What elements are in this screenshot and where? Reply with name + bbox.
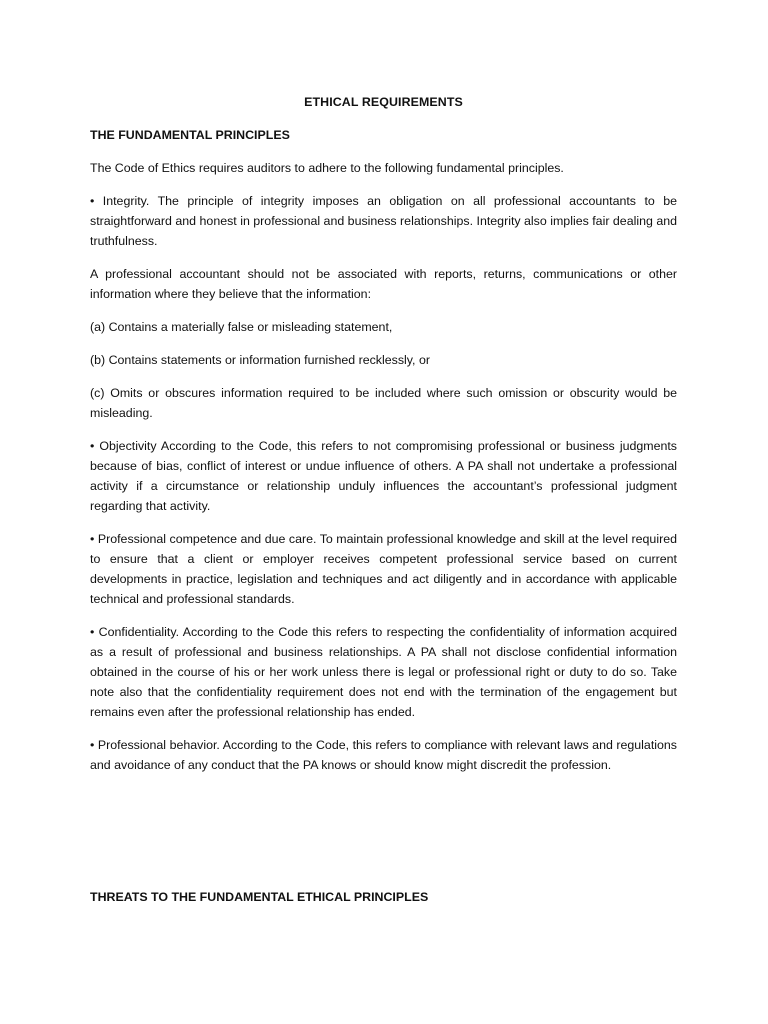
document-page bbox=[90, 92, 677, 920]
list-item-c: (c) Omits or obscures information required to be included where such omission or obscurity would be misleading. bbox=[90, 386, 677, 420]
paragraph-professional-behavior: • Professional behavior. According to the Code, this refers to compliance with relevant laws and regulations and avoidance of any conduct that the PA knows or should know might discredit the profession. bbox=[90, 738, 677, 772]
paragraph-integrity: • Integrity. The principle of integrity imposes an obligation on all professional accountants to be straightforward and honest in professional and business relationships. Integrity also implies fair dealing and truthfulness. bbox=[90, 194, 677, 248]
paragraph-objectivity: • Objectivity According to the Code, this refers to not compromising professional or business judgments because of bias, conflict of interest or undue influence of others. A PA shall not undertake a professional activity if a circumstance or relationship unduly influences the accountant’s professional judgment regarding that activity. bbox=[90, 439, 677, 513]
list-item-a: (a) Contains a materially false or misleading statement, bbox=[90, 320, 393, 334]
section-heading-fundamental-principles: THE FUNDAMENTAL PRINCIPLES bbox=[90, 128, 290, 142]
section-heading-threats: THREATS TO THE FUNDAMENTAL ETHICAL PRINCIPLES bbox=[90, 890, 429, 904]
blank-space bbox=[90, 788, 677, 887]
document-title: ETHICAL REQUIREMENTS bbox=[304, 95, 463, 109]
paragraph-intro: The Code of Ethics requires auditors to adhere to the following fundamental principles. bbox=[90, 161, 564, 175]
list-item-b: (b) Contains statements or information furnished recklessly, or bbox=[90, 353, 430, 367]
paragraph-competence: • Professional competence and due care. To maintain professional knowledge and skill at the level required to ensure that a client or employer receives competent professional service based on current developments in practice, legislation and techniques and act diligently and in accordance with applicable technical and professional standards. bbox=[90, 532, 677, 606]
paragraph-confidentiality: • Confidentiality. According to the Code this refers to respecting the confidentiality of information acquired as a result of professional and business relationships. A PA shall not disclose confidential information obtained in the course of his or her work unless there is legal or professional right or duty to do so. Take note also that the confidentiality requirement does not end with the termination of the engagement but remains even after the professional relationship has ended. bbox=[90, 625, 677, 719]
paragraph-association: A professional accountant should not be associated with reports, returns, communications or other information where they believe that the information: bbox=[90, 267, 677, 301]
